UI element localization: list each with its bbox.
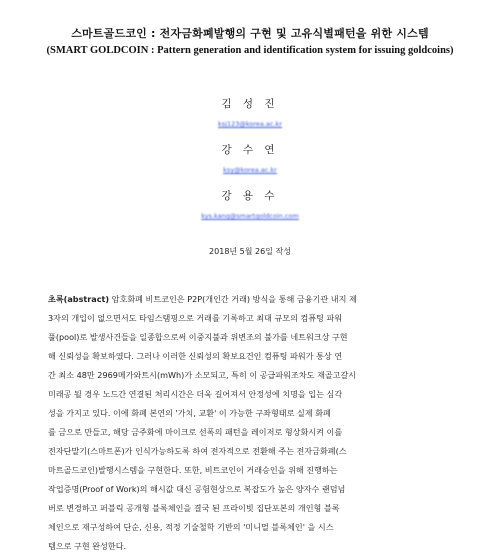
- author-email[interactable]: ksj123@korea.ac.kr: [217, 120, 282, 128]
- author-name: 강 수 연: [221, 144, 279, 156]
- author-block: [0, 188, 500, 222]
- abstract-line: 템으로 구현 완성한다.: [48, 541, 127, 551]
- author-email[interactable]: kys.kang@smartgoldcoin.com: [201, 212, 299, 220]
- abstract-line: 간 최소 48만 2969메가와트시(mWh)가 소모되고, 특히 이 공급파워조차도 재골고갈시: [48, 370, 357, 380]
- author-block: [0, 96, 500, 130]
- abstract-line: 작업증명(Proof of Work)의 해시값 대신 공험현상으로 복잡도가 높은 양자수 랜덤넘: [48, 484, 346, 494]
- written-date: 2018년 5월 26일 작성: [209, 247, 291, 256]
- paper-title-english: (SMART GOLDCOIN : Pattern generation and identification system for issuing goldcoins): [46, 45, 454, 56]
- author-email[interactable]: ksy@korea.ac.kr: [223, 166, 277, 174]
- abstract-line: 풀(pool)로 발생사건들을 일종합으로써 이중지불과 위변조의 불가를 네트워크상 구현: [48, 332, 348, 342]
- abstract-line: 체인으로 재구성하여 단순, 신용, 적정 기술철학 기반의 '미니멀 블록체인' 을 시스: [48, 522, 334, 532]
- abstract-section: [48, 290, 456, 556]
- abstract-line: 마트골드코인)발행시스템을 구현한다. 또한, 비트코인이 거래승인을 위해 진행하는: [48, 465, 338, 475]
- abstract-line: 해 신뢰성을 확보하였다. 그러나 이러한 신뢰성의 확보요건인 컴퓨팅 파워가 통상 연: [48, 351, 343, 361]
- author-name: 강 용 수: [221, 190, 279, 202]
- author-block: [0, 142, 500, 176]
- author-name: 김 성 진: [221, 98, 279, 110]
- abstract-line: 전자단말기(스마트폰)가 인식가능하도록 하여 전자적으로 전환해 주는 전자금화폐(스: [48, 446, 347, 456]
- abstract-text: 암호화폐 비트코인은 P2P(개인간 거래) 방식을 통해 금융기관 내지 제: [109, 294, 357, 304]
- abstract-line: 미래공 될 경우 노드간 연결된 처리시간은 더욱 길어져서 안정성에 치명을 입는 심각: [48, 389, 343, 399]
- paper-title-korean: 스마트골드코인 : 전자금화폐발행의 구현 및 고유식별패턴을 위한 시스템: [71, 27, 429, 40]
- abstract-line: 성을 가지고 있다. 이에 화폐 본연의 '가치, 교환' 이 가능한 구좌형태로 실제 화폐: [48, 408, 331, 418]
- abstract-heading: 초록(abstract): [48, 294, 110, 304]
- abstract-line: 3자의 개입이 없으면서도 타임스탬핑으로 거래를 기록하고 최대 규모의 컴퓨팅 파워: [48, 313, 343, 323]
- abstract-line: 를 금으로 만들고, 해당 금주화에 마이크로 선폭의 패턴을 레이저로 형상화시켜 이를: [48, 427, 343, 437]
- abstract-line: [48, 290, 456, 309]
- abstract-line: 버로 변경하고 퍼블릭 공개형 블록체인을 결국 된 프라이빗 집단포본의 개인형 블록: [48, 503, 340, 513]
